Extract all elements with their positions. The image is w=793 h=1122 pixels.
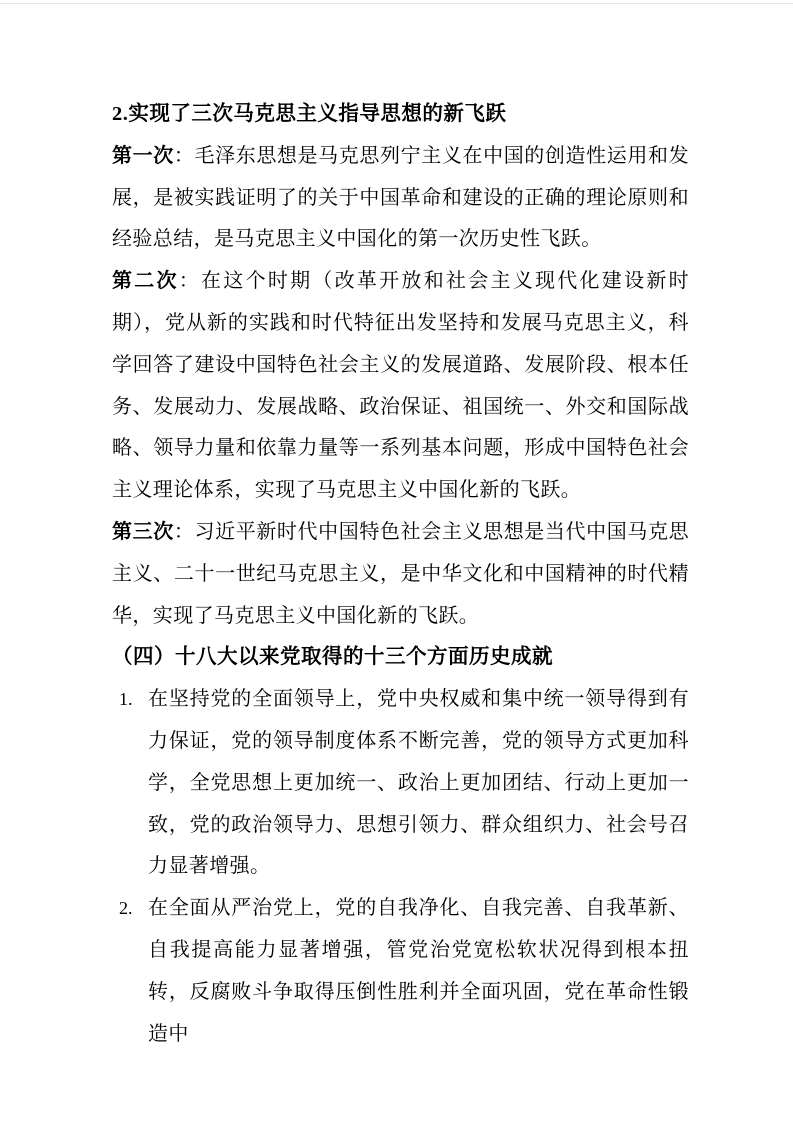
paragraph-third-leap [112,512,689,637]
paragraph-text-second: ：在这个时期（改革开放和社会主义现代化建设新时期），党从新的实践和时代特征出发坚持和发展马克思主义，科学回答了建设中国特色社会主义的发展道路、发展阶段、根本任务、发展动力、发展战略、政治保证、祖国统一、外交和国际战略、领导力量和依靠力量等一系列基本问题，形成中国特色社会主义理论体系，实现了马克思主义中国化新的飞跃。 [112,270,689,502]
list-item-2 [112,888,689,1055]
paragraph-lead-third: 第三次 [112,520,174,543]
paragraph-lead-first: 第一次 [112,144,174,167]
list-number-2: 2. [119,898,133,919]
section-heading-achievements: （四）十八大以来党取得的十三个方面历史成就 [112,646,553,669]
paragraph-text-third: ：习近平新时代中国特色社会主义思想是当代中国马克思主义、二十一世纪马克思主义，是中华文化和中国精神的时代精华，实现了马克思主义中国化新的飞跃。 [112,520,690,627]
document-content [112,94,689,1055]
list-text-2: 在全面从严治党上，党的自我净化、自我完善、自我革新、自我提高能力显著增强，管党治党宽松软状况得到根本扭转，反腐败斗争取得压倒性胜利并全面巩固，党在革命性锻造中 [148,897,689,1045]
list-number-1: 1. [119,689,133,710]
paragraph-second-leap [112,261,689,512]
paragraph-lead-second: 第二次 [112,270,179,293]
achievements-list [112,679,689,1055]
list-text-1: 在坚持党的全面领导上，党中央权威和集中统一领导得到有力保证，党的领导制度体系不断完善，党的领导方式更加科学，全党思想上更加统一、政治上更加团结、行动上更加一致，党的政治领导力、思想引领力、群众组织力、社会号召力显著增强。 [148,688,689,878]
section-heading-three-leaps: 2.实现了三次马克思主义指导思想的新飞跃 [112,103,507,125]
paragraph-first-leap [112,136,689,261]
list-item-1 [112,679,689,888]
page-top-edge [0,3,793,4]
paragraph-text-first: ：毛泽东思想是马克思列宁主义在中国的创造性运用和发展，是被实践证明了的关于中国革命和建设的正确的理论原则和经验总结，是马克思主义中国化的第一次历史性飞跃。 [112,144,690,251]
